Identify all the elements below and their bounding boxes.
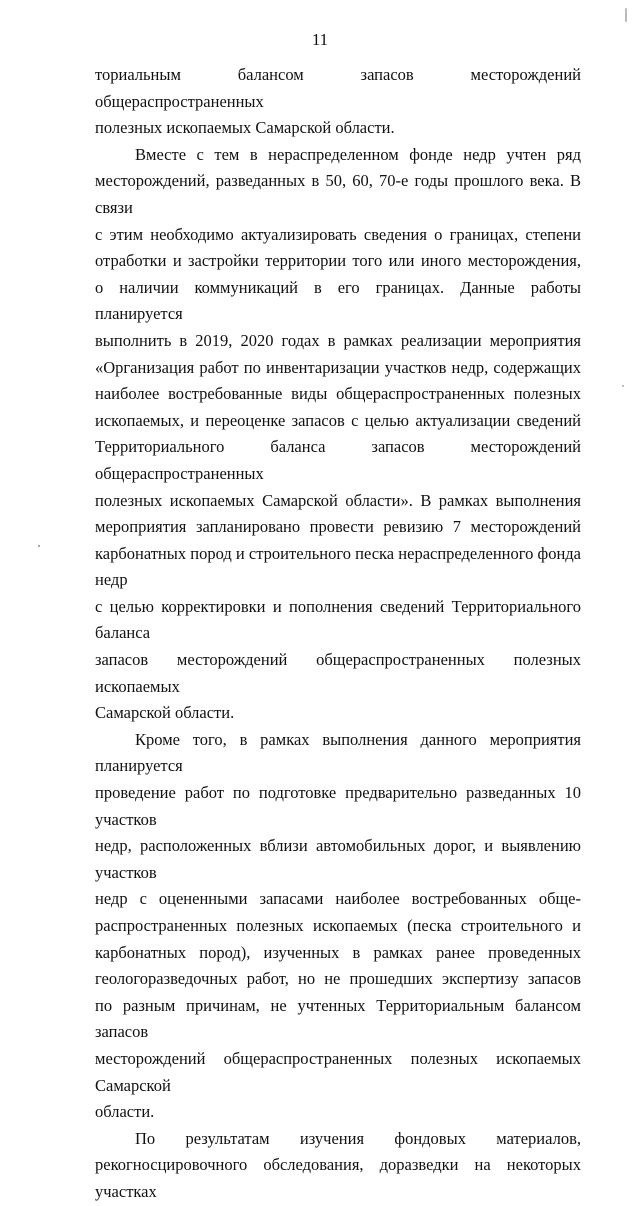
text-line: По результатам изучения фондовых материалов, xyxy=(135,1128,581,1148)
scan-speck xyxy=(625,8,627,22)
text-line: ториальным балансом запасов месторождений общераспространенных xyxy=(95,65,581,111)
text-line: полезных ископаемых Самарской области. xyxy=(95,118,395,138)
text-line: ископаемых, и переоценке запасов с целью актуализации сведений xyxy=(95,410,581,430)
paragraph-2 xyxy=(95,142,581,727)
text-line: Кроме того, в рамках выполнения данного мероприятия планируется xyxy=(95,729,581,776)
text-line: полезных ископаемых Самарской области». В рамках выполнения xyxy=(95,490,581,510)
text-line: Территориального баланса запасов месторождений общераспространенных xyxy=(95,437,581,483)
text-line: карбонатных пород и строительного песка нераспределенного фонда недр xyxy=(95,543,581,590)
text-line: наиболее востребованные виды общераспространенных полезных xyxy=(95,384,581,404)
text-line: проведение работ по подготовке предварительно разведанных 10 участков xyxy=(95,783,581,829)
text-line: области. xyxy=(95,1102,155,1122)
text-line: месторождений, разведанных в 50, 60, 70-е годы прошлого века. В связи xyxy=(95,171,581,217)
document-body xyxy=(95,62,581,1206)
paragraph-3 xyxy=(95,727,581,1126)
text-line: по разным причинам, не учтенных Территориальным балансом запасов xyxy=(95,995,581,1042)
paragraph-4 xyxy=(95,1126,581,1206)
text-line: с целью корректировки и пополнения сведений Территориального баланса xyxy=(95,596,581,643)
text-line: геологоразведочных работ, но не прошедших экспертизу запасов xyxy=(95,969,581,989)
scan-speck xyxy=(622,385,624,387)
text-line: распространенных полезных ископаемых (песка строительного и xyxy=(95,916,581,935)
text-line: Вместе с тем в нераспределенном фонде недр учтен ряд xyxy=(135,144,581,164)
text-line: месторождений общераспространенных полезных ископаемых Самарской xyxy=(95,1048,581,1095)
text-line: недр с оцененными запасами наиболее востребованных обще- xyxy=(95,889,581,909)
text-line: отработки и застройки территории того или иного месторождения, xyxy=(95,251,581,271)
text-line: карбонатных пород), изученных в рамках ранее проведенных xyxy=(95,942,581,962)
text-line: «Организация работ по инвентаризации участков недр, содержащих xyxy=(95,357,581,377)
text-line: запасов месторождений общераспространенных полезных ископаемых xyxy=(95,650,581,696)
text-line: недр, расположенных вблизи автомобильных дорог, и выявлению участков xyxy=(95,836,581,882)
paragraph-1 xyxy=(95,62,581,142)
text-line: о наличии коммуникаций в его границах. Данные работы планируется xyxy=(95,277,581,324)
page-number: 11 xyxy=(311,30,329,49)
text-line: выполнить в 2019, 2020 годах в рамках реализации мероприятия xyxy=(95,330,581,350)
text-line: рекогносцировочного обследования, доразведки на некоторых участках xyxy=(95,1155,581,1201)
text-line: с этим необходимо актуализировать сведения о границах, степени xyxy=(95,224,581,244)
text-line: Самарской области. xyxy=(95,703,235,723)
text-line: мероприятия запланировано провести ревизию 7 месторождений xyxy=(95,517,581,537)
scan-speck xyxy=(38,545,40,547)
